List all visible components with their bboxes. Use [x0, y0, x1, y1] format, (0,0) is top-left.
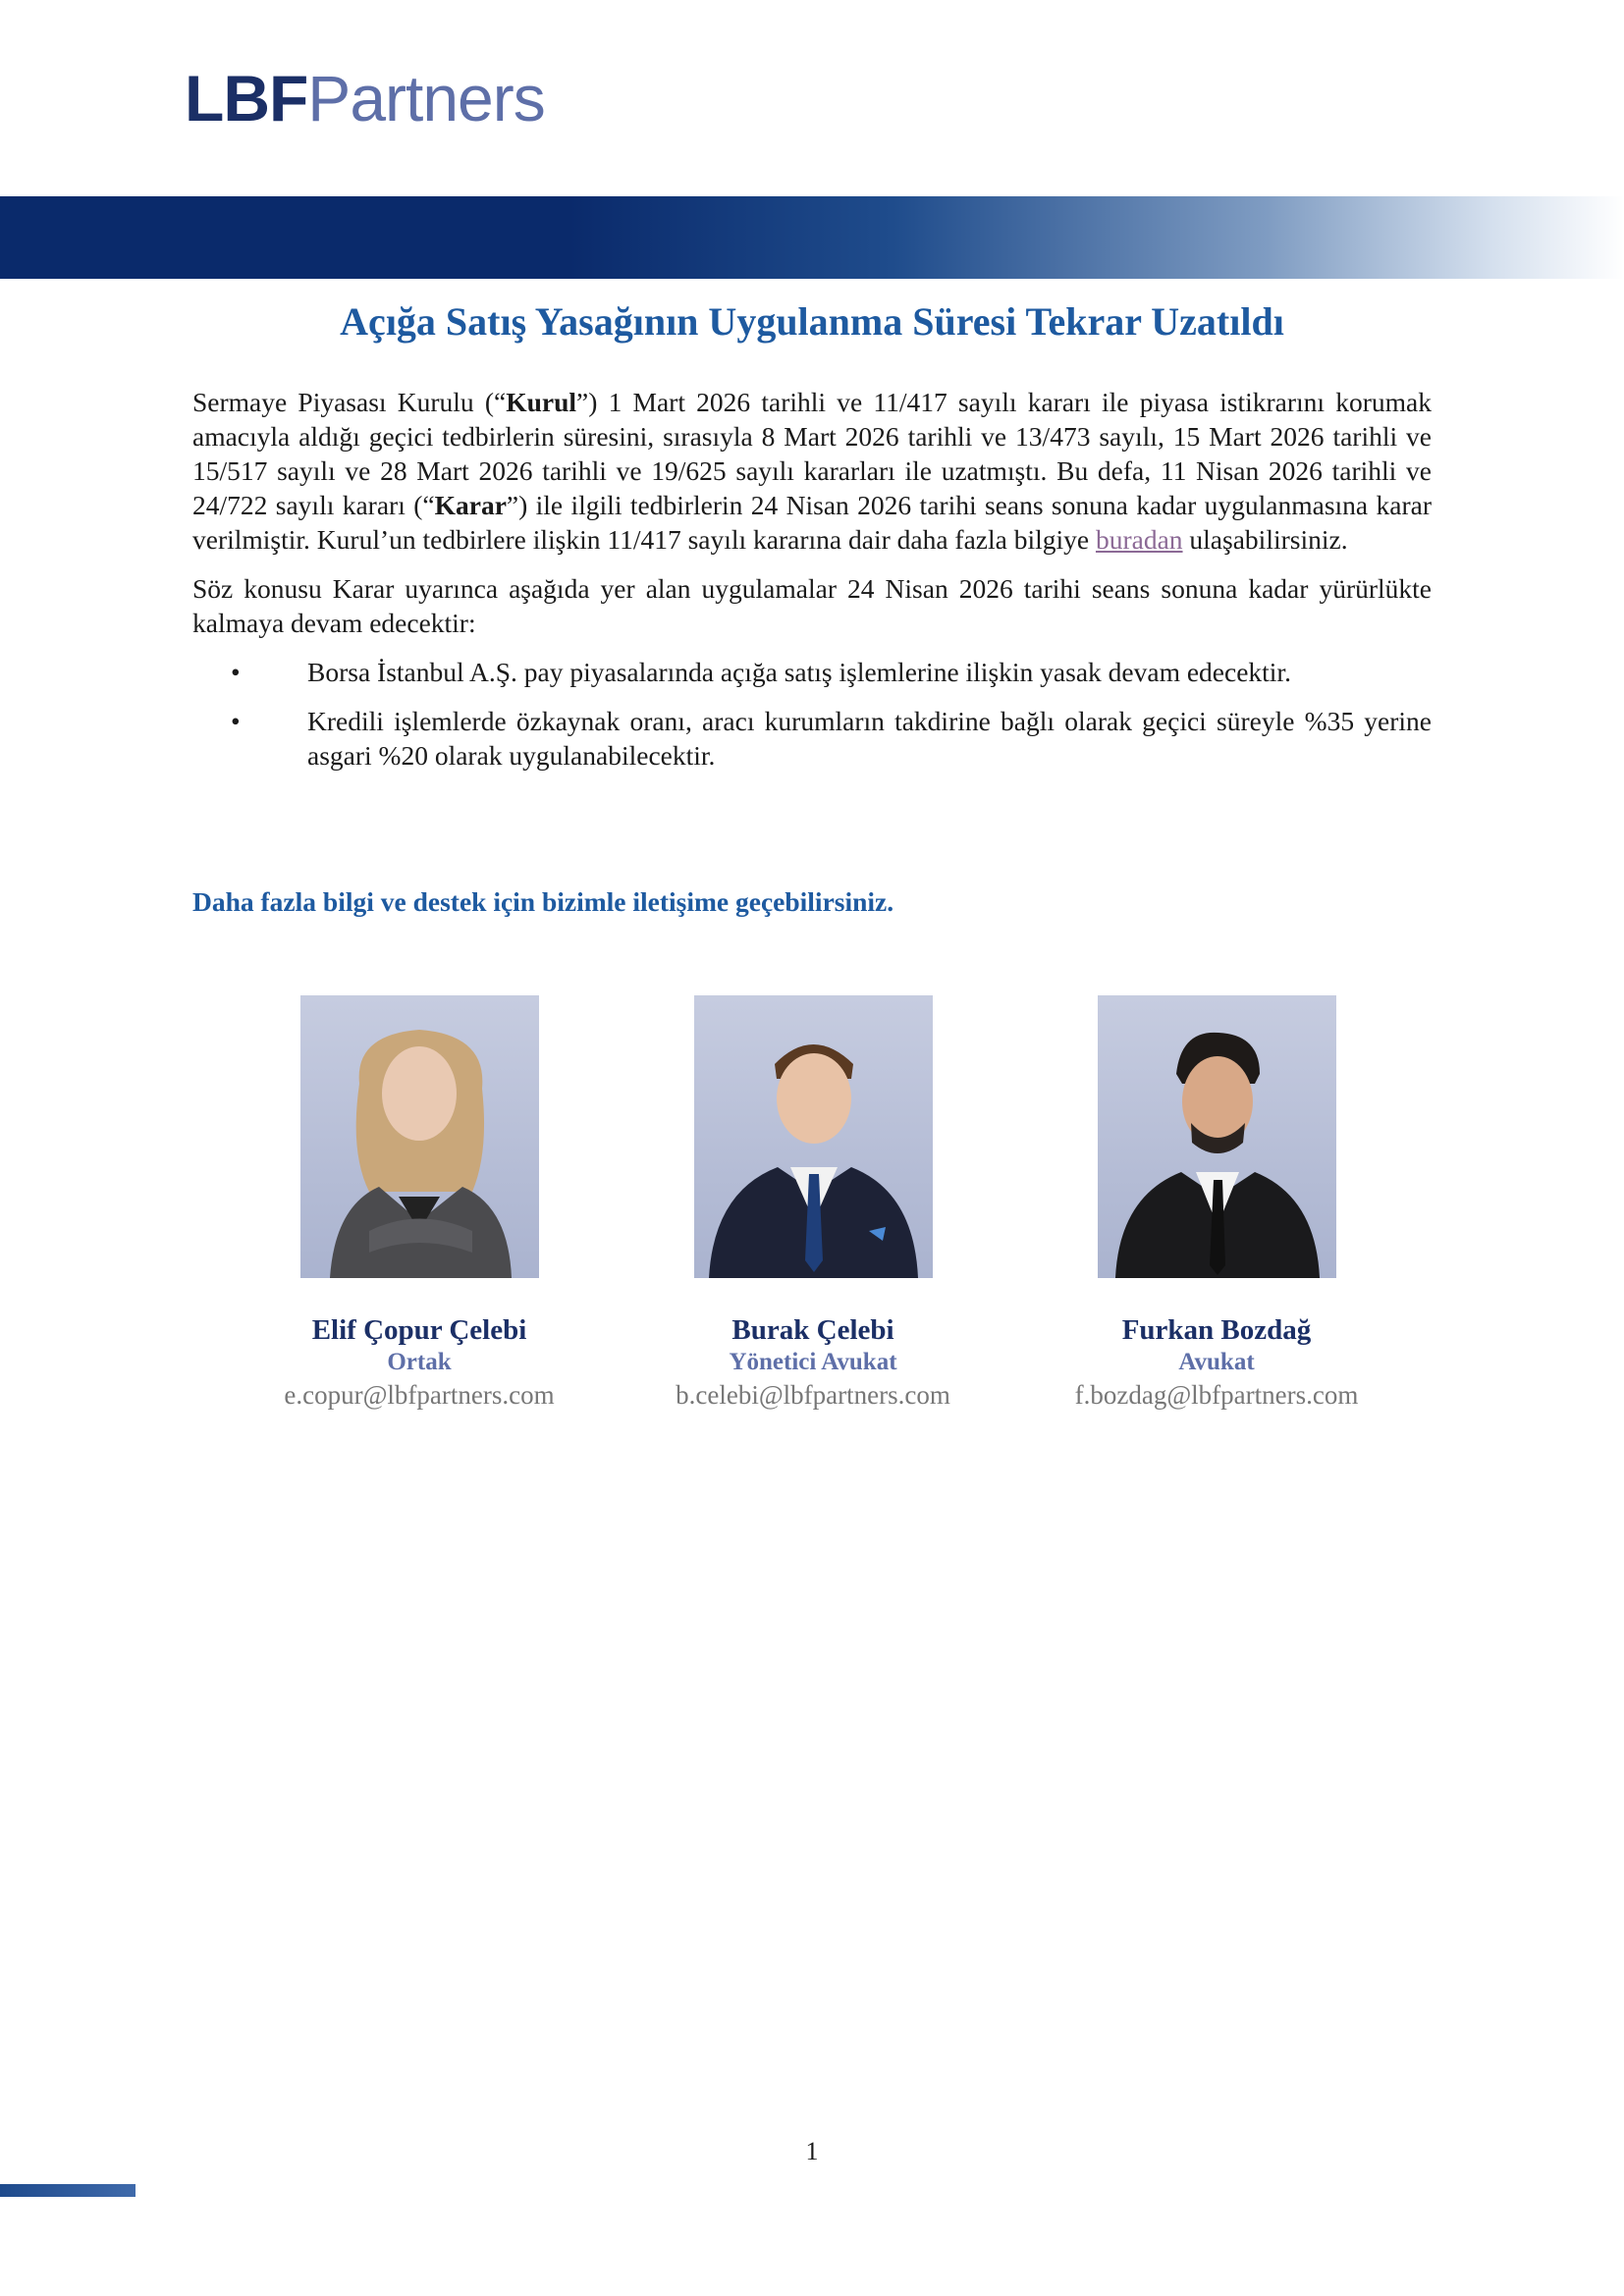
p1-bold-kurul: Kurul: [506, 387, 577, 417]
bullet-text: Kredili işlemlerde özkaynak oranı, aracı kurumların takdirine bağlı olarak geçici süreyle %35 yerine asgari %20 olarak uygulanabilecektir.: [307, 706, 1432, 771]
avatar: [1098, 995, 1336, 1278]
p1-bold-karar: Karar: [434, 490, 507, 520]
bullet-text: Borsa İstanbul A.Ş. pay piyasalarında açığa satış işlemlerine ilişkin yasak devam edecektir.: [307, 657, 1291, 687]
header-banner: [0, 196, 1624, 279]
bullet-item: [192, 655, 1432, 689]
avatar: [300, 995, 539, 1278]
person-role: Ortak: [387, 1349, 452, 1375]
page-title: Açığa Satış Yasağının Uygulanma Süresi Tekrar Uzatıldı: [340, 299, 1284, 344]
person-email[interactable]: b.celebi@lbfpartners.com: [676, 1380, 950, 1410]
logo-partners: Partners: [307, 62, 545, 134]
p1-text-2: ”) 1 Mart 2026 tarihli ve 11/417 sayılı kararı ile piyasa istikrarını korumak amacıyla aldığı geçici tedbirlerin süresini, sırasıyla 8 Mart 2026 tarihli ve 13/473 sayılı, 15 Mart 2026 tarihli ve 15/517 sayılı ve 28 Mart 2026 tarihli ve 19/625 sayılı kararları ile uzatmıştı. Bu defa, 11 Nisan 2026 tarihli ve 24/722 sayılı kararı (“: [192, 387, 1433, 520]
person-card-furkan: [1040, 995, 1393, 1412]
page-number: 1: [805, 2137, 819, 2165]
person-role: Avukat: [1178, 1349, 1255, 1375]
paragraph-1: [192, 385, 1432, 557]
bullet-icon: •: [231, 706, 241, 736]
person-card-burak: [636, 995, 990, 1412]
p1-text-4: ulaşabilirsiniz.: [1182, 524, 1348, 555]
contact-invitation: Daha fazla bilgi ve destek için bizimle iletişime geçebilirsiniz.: [192, 886, 894, 917]
person-name: Furkan Bozdağ: [1121, 1314, 1312, 1346]
p1-text-3: ”) ile ilgili tedbirlerin 24 Nisan 2026 tarihi seans sonuna kadar uygulanmasına karar verilmiştir. Kurul’un tedbirlere ilişkin 11/417 sayılı kararına dair daha fazla bilgiye: [192, 490, 1432, 555]
person-email[interactable]: e.copur@lbfpartners.com: [284, 1380, 555, 1410]
buradan-link[interactable]: buradan: [1095, 524, 1183, 555]
paragraph-2: Söz konusu Karar uyarınca aşağıda yer alan uygulamalar 24 Nisan 2026 tarihi seans sonuna kadar yürürlükte kalmaya devam edecektir:: [192, 573, 1432, 638]
person-role: Yönetici Avukat: [729, 1349, 897, 1375]
p1-text-1: Sermaye Piyasası Kurulu (“: [192, 387, 507, 417]
person-name: Burak Çelebi: [731, 1314, 894, 1346]
bullet-icon: •: [231, 657, 241, 687]
person-card-elif: [243, 995, 596, 1412]
company-logo: [185, 59, 545, 137]
article-body: [192, 385, 1432, 787]
person-email[interactable]: f.bozdag@lbfpartners.com: [1074, 1380, 1359, 1410]
bullet-list: [192, 655, 1432, 773]
bullet-item: [192, 704, 1432, 773]
footer-accent-bar: [0, 2184, 135, 2197]
logo-lbf: LBF: [185, 62, 308, 134]
person-name: Elif Çopur Çelebi: [311, 1314, 527, 1346]
avatar: [694, 995, 933, 1278]
